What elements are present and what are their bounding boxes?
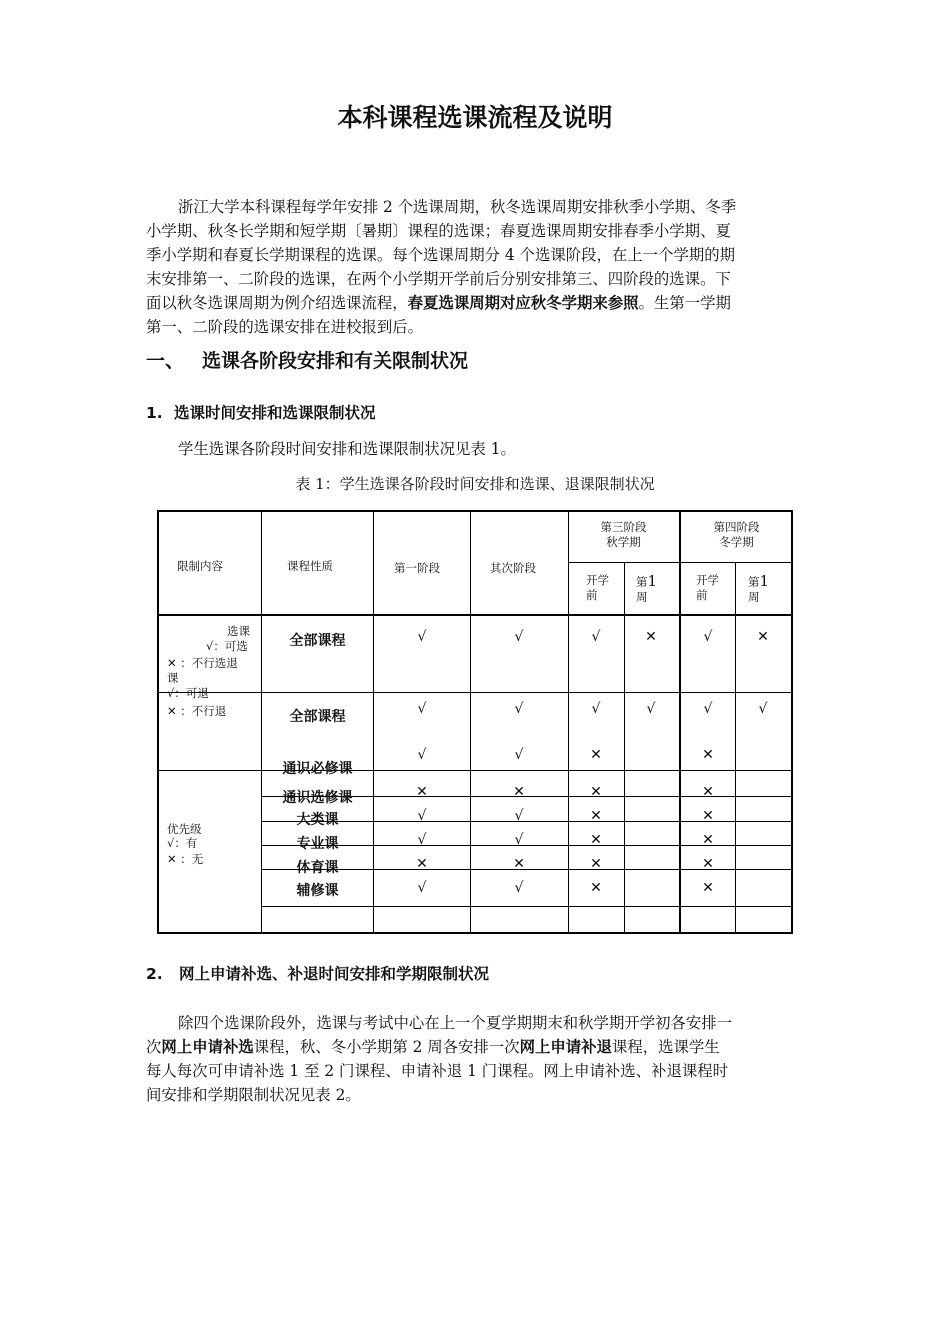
mark-r2-s2: √: [514, 701, 524, 717]
para2-l2-c: 课程，秋、冬小学期第 2 周各安排一次: [253, 1038, 520, 1056]
subsection-number: 2.: [146, 965, 163, 983]
subsection-label: 网上申请补选、补退时间安排和学期限制状况: [179, 965, 490, 983]
mark-r2-s3b: √: [646, 701, 656, 717]
header-stage2: 其次阶段: [490, 561, 536, 575]
table-grid-line: [470, 510, 471, 934]
header-stage4-week1: [748, 574, 769, 605]
legend-select-no-cont: 课: [167, 671, 179, 685]
mark-r2-s4a: √: [703, 701, 713, 717]
row-label-category: 大类课: [296, 812, 339, 828]
mark-r2-s1: √: [417, 701, 427, 717]
mark-r4-s1: ✕: [416, 784, 428, 800]
header-limit: 限制内容: [177, 559, 223, 573]
intro-line-2: 小学期、秋冬长学期和短学期〔暑期〕课程的选课；春夏选课周期安排春季小学期、夏: [146, 222, 731, 240]
table-caption: 表 1：学生选课各阶段时间安排和选课、退课限制状况: [295, 475, 655, 493]
intro-line-4: 末安排第一、二阶段的选课，在两个小学期开学前后分别安排第三、四阶段的选课。下: [146, 270, 731, 288]
para2-line-4: 间安排和学期限制状况见表 2。: [146, 1086, 361, 1104]
intro-line-5-pre: 面以秋冬选课周期为例介绍选课流程，: [146, 294, 408, 312]
section-heading-1: [146, 346, 468, 373]
week-suffix: 周: [748, 590, 760, 604]
mark-r3-s1: √: [417, 747, 427, 763]
legend-priority-yes: √：有: [167, 836, 198, 850]
mark-r1-s1: √: [417, 629, 427, 645]
legend-select-yes: √：可选: [206, 639, 248, 653]
row-label-minor: 辅修课: [296, 883, 339, 899]
week-prefix: 第: [748, 575, 760, 589]
table-grid-line: [735, 562, 736, 934]
mark-r5-s3a: ✕: [590, 808, 602, 824]
section-number: 一、: [146, 350, 185, 372]
legend-priority-title: 优先级: [167, 822, 202, 836]
mark-r2-s3a: √: [591, 701, 601, 717]
para2-l2-bold-2: 网上申请补退: [519, 1038, 612, 1056]
mark-r4-s3a: ✕: [590, 784, 602, 800]
header-stage4: 第四阶段: [713, 520, 760, 534]
table-grid-line: [157, 614, 793, 616]
para2-l2-bold-1: 网上申请补选: [161, 1038, 254, 1056]
mark-r6-s4a: ✕: [702, 832, 714, 848]
row-label-all-courses-select: 全部课程: [289, 633, 346, 649]
mark-r7-s2: ✕: [513, 856, 525, 872]
table-grid-line: [373, 510, 374, 934]
row-label-all-courses-drop: 全部课程: [289, 709, 346, 725]
table-grid-line: [261, 906, 793, 907]
intro-line-3: 季小学期和春夏长学期课程的选课。每个选课周期分 4 个选课阶段，在上一个学期的期: [146, 246, 736, 264]
intro-line-1: 浙江大学本科课程每学年安排 2 个选课周期，秋冬选课周期安排秋季小学期、冬季: [178, 198, 737, 216]
page-title: 本科课程选课流程及说明: [337, 103, 613, 132]
header-stage3: 第三阶段: [600, 520, 647, 534]
para2-line-1: 除四个选课阶段外，选课与考试中心在上一个夏学期期末和秋学期开学初各安排一: [178, 1014, 733, 1032]
legend-drop-yes: √：可退: [167, 686, 209, 700]
section-label: 选课各阶段安排和有关限制状况: [202, 350, 469, 372]
week-prefix: 第: [636, 575, 648, 589]
mark-r1-s3b: ✕: [645, 629, 657, 645]
legend-drop-no: ✕ ：不行退: [167, 704, 227, 718]
mark-r3-s2: √: [514, 747, 524, 763]
para2-l2-d: 课程，选课学生: [611, 1038, 720, 1056]
intro-line-5-bold: 春夏选课周期对应秋冬学期来参照: [407, 294, 639, 312]
row-label-major: 专业课: [296, 836, 339, 852]
intro-line-6: 第一、二阶段的选课安排在进校报到后。: [146, 318, 424, 336]
header-stage3-week1: [636, 574, 657, 605]
table-grid-line: [157, 692, 793, 693]
mark-r4-s2: ✕: [513, 784, 525, 800]
header-stage3-before: 开学 前: [586, 573, 609, 602]
mark-r4-s4a: ✕: [702, 784, 714, 800]
header-stage4-before: 开学 前: [696, 573, 719, 602]
mark-r7-s4a: ✕: [702, 856, 714, 872]
mark-r1-s2: √: [514, 629, 524, 645]
intro-paragraph: [146, 195, 810, 339]
week-number: 1: [647, 572, 658, 590]
para2-line-2: [146, 1035, 810, 1059]
para2-l2-a: 次: [146, 1038, 162, 1056]
supplement-paragraph: [146, 1011, 810, 1107]
header-stage3-term: 秋学期: [606, 535, 641, 549]
row-label-gen-elective: 通识选修课: [282, 790, 353, 806]
course-selection-table: [157, 510, 793, 934]
table-reference-text: 学生选课各阶段时间安排和选课限制状况见表 1。: [178, 440, 516, 458]
legend-select-title: 选课: [227, 624, 250, 638]
header-nature: 课程性质: [287, 559, 333, 573]
row-label-pe: 体育课: [296, 860, 339, 876]
table-grid-line: [568, 562, 793, 563]
subsection-heading-2: [146, 962, 489, 984]
subsection-label: 选课时间安排和选课限制状况: [174, 404, 376, 422]
mark-r3-s4a: ✕: [702, 747, 714, 763]
table-grid-line: [157, 770, 793, 771]
week-number: 1: [759, 572, 770, 590]
mark-r5-s1: √: [417, 808, 427, 824]
subsection-heading-1: [146, 401, 376, 423]
intro-line-5-post: 。生第一学期: [638, 294, 731, 312]
week-suffix: 周: [636, 590, 648, 604]
header-stage4-term: 冬学期: [719, 535, 754, 549]
mark-r5-s2: √: [514, 808, 524, 824]
para2-line-3: 每人每次可申请补选 1 至 2 门课程、申请补退 1 门课程。网上申请补选、补退课程时: [146, 1062, 729, 1080]
table-grid-line: [568, 510, 569, 934]
header-stage1: 第一阶段: [394, 561, 440, 575]
mark-r2-s4b: √: [758, 701, 768, 717]
mark-r6-s2: √: [514, 832, 524, 848]
mark-r5-s4a: ✕: [702, 808, 714, 824]
row-label-gen-required: 通识必修课: [282, 761, 353, 777]
mark-r8-s4a: ✕: [702, 880, 714, 896]
intro-line-5: [146, 291, 810, 315]
subsection-number: 1.: [146, 404, 163, 422]
mark-r8-s1: √: [417, 880, 427, 896]
mark-r1-s3a: √: [591, 629, 601, 645]
legend-select-no: ✕ ：不行选退: [167, 656, 238, 670]
legend-priority-no: ✕ ：无: [167, 852, 204, 866]
mark-r1-s4a: √: [703, 629, 713, 645]
mark-r6-s1: √: [417, 832, 427, 848]
table-grid-line: [679, 510, 681, 934]
mark-r8-s2: √: [514, 880, 524, 896]
mark-r8-s3a: ✕: [590, 880, 602, 896]
mark-r6-s3a: ✕: [590, 832, 602, 848]
table-grid-line: [624, 562, 625, 934]
mark-r3-s3a: ✕: [590, 747, 602, 763]
mark-r1-s4b: ✕: [757, 629, 769, 645]
mark-r7-s1: ✕: [416, 856, 428, 872]
mark-r7-s3a: ✕: [590, 856, 602, 872]
